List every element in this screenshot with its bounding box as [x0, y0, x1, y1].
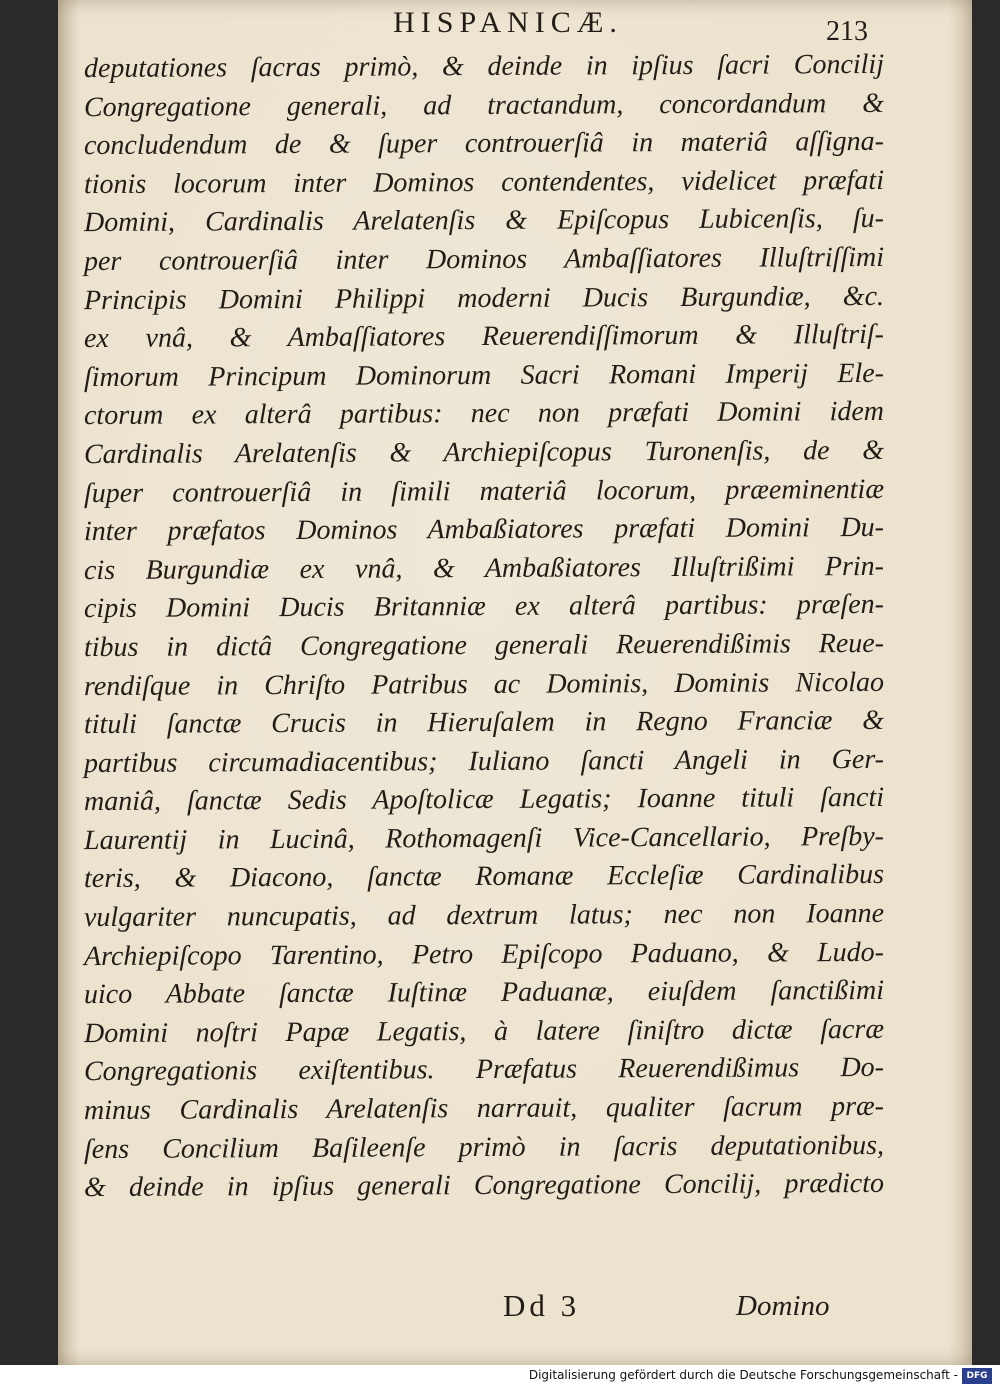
text-line: partibus circumadiacentibus; Iuliano ſancti Angeli in Ger-	[84, 743, 884, 779]
text-line: maniâ, ſanctæ Sedis Apoſtolicæ Legatis; Ioanne tituli ſancti	[84, 782, 884, 818]
text-line: Cardinalis Arelatenſis & Archiepiſcopus Turonenſis, de &	[84, 434, 884, 471]
text-line: tibus in dictâ Congregatione generali Reuerendißimis Reue-	[84, 627, 884, 664]
text-line: Domini, Cardinalis Arelatenſis & Epiſcopus Lubicenſis, ſu-	[84, 203, 884, 239]
text-line: Principis Domini Philippi moderni Ducis Burgundiæ, &c.	[84, 280, 884, 316]
footer-strip	[0, 1365, 1000, 1389]
running-head: HISPANICÆ.	[393, 6, 623, 39]
page-number: 213	[826, 16, 868, 47]
text-line: uico Abbate ſanctæ Iuſtinæ Paduanæ, eiuſdem ſanctißimi	[84, 975, 884, 1011]
text-line: cipis Domini Ducis Britanniæ ex alterâ partibus: præſen-	[84, 589, 884, 625]
text-line: Congregatione generali, ad tractandum, concordandum &	[84, 87, 884, 123]
text-line: ctorum ex alterâ partibus: nec non præfati Domini idem	[84, 396, 884, 432]
text-line: Domini noſtri Papæ Legatis, à latere ſiniſtro dictæ ſacræ	[84, 1013, 884, 1049]
text-line: concludendum de & ſuper controuerſiâ in materiâ aſſigna-	[84, 126, 884, 162]
book-page	[58, 0, 972, 1365]
text-line: tituli ſanctæ Crucis in Hieruſalem in Regno Franciæ &	[84, 704, 884, 741]
catchword: Domino	[736, 1290, 830, 1322]
text-line: inter præfatos Dominos Ambaßiatores præfati Domini Du-	[84, 512, 884, 548]
text-line: ſimorum Principum Dominorum Sacri Romani Imperij Ele-	[84, 357, 884, 393]
text-line: teris, & Diacono, ſanctæ Romanæ Eccleſiæ Cardinalibus	[84, 859, 884, 895]
text-line: minus Cardinalis Arelatenſis narrauit, qualiter ſacrum præ-	[84, 1090, 884, 1127]
text-line: vulgariter nuncupatis, ad dextrum latus; nec non Ioanne	[84, 897, 884, 934]
text-line: per controuerſiâ inter Dominos Ambaſſiatores Illuſtriſſimi	[84, 241, 884, 278]
text-line: Archiepiſcopo Tarentino, Petro Epiſcopo Paduano, & Ludo-	[84, 936, 884, 972]
text-line: cis Burgundiæ ex vnâ, & Ambaßiatores Illuſtrißimi Prin-	[84, 550, 884, 586]
funding-credit: Digitalisierung gefördert durch die Deutsche Forschungsgemeinschaft -	[528, 1368, 958, 1382]
text-line: tionis locorum inter Dominos contendentes, videlicet præfati	[84, 164, 884, 200]
signature-mark: Dd 3	[503, 1288, 581, 1323]
text-line: deputationes ſacras primò, & deinde in ipſius ſacri Concilij	[84, 48, 884, 85]
text-line: Laurentij in Lucinâ, Rothomagenſi Vice-Cancellario, Preſby-	[84, 820, 884, 856]
text-line: rendiſque in Chriſto Patribus ac Dominis, Dominis Nicolao	[84, 666, 884, 702]
text-line: ex vnâ, & Ambaſſiatores Reuerendiſſimorum & Illuſtriſ-	[84, 319, 884, 355]
text-line: ſuper controuerſiâ in ſimili materiâ locorum, præeminentiæ	[84, 473, 884, 509]
dfg-logo[interactable]: DFG	[962, 1368, 992, 1384]
text-line: & deinde in ipſius generali Congregatione Concilij, prædicto	[84, 1168, 884, 1204]
text-line: ſens Concilium Baſileenſe primò in ſacris deputationibus,	[84, 1129, 884, 1165]
text-line: Congregationis exiſtentibus. Præfatus Reuerendißimus Do-	[84, 1052, 884, 1088]
body-text	[84, 48, 884, 1206]
